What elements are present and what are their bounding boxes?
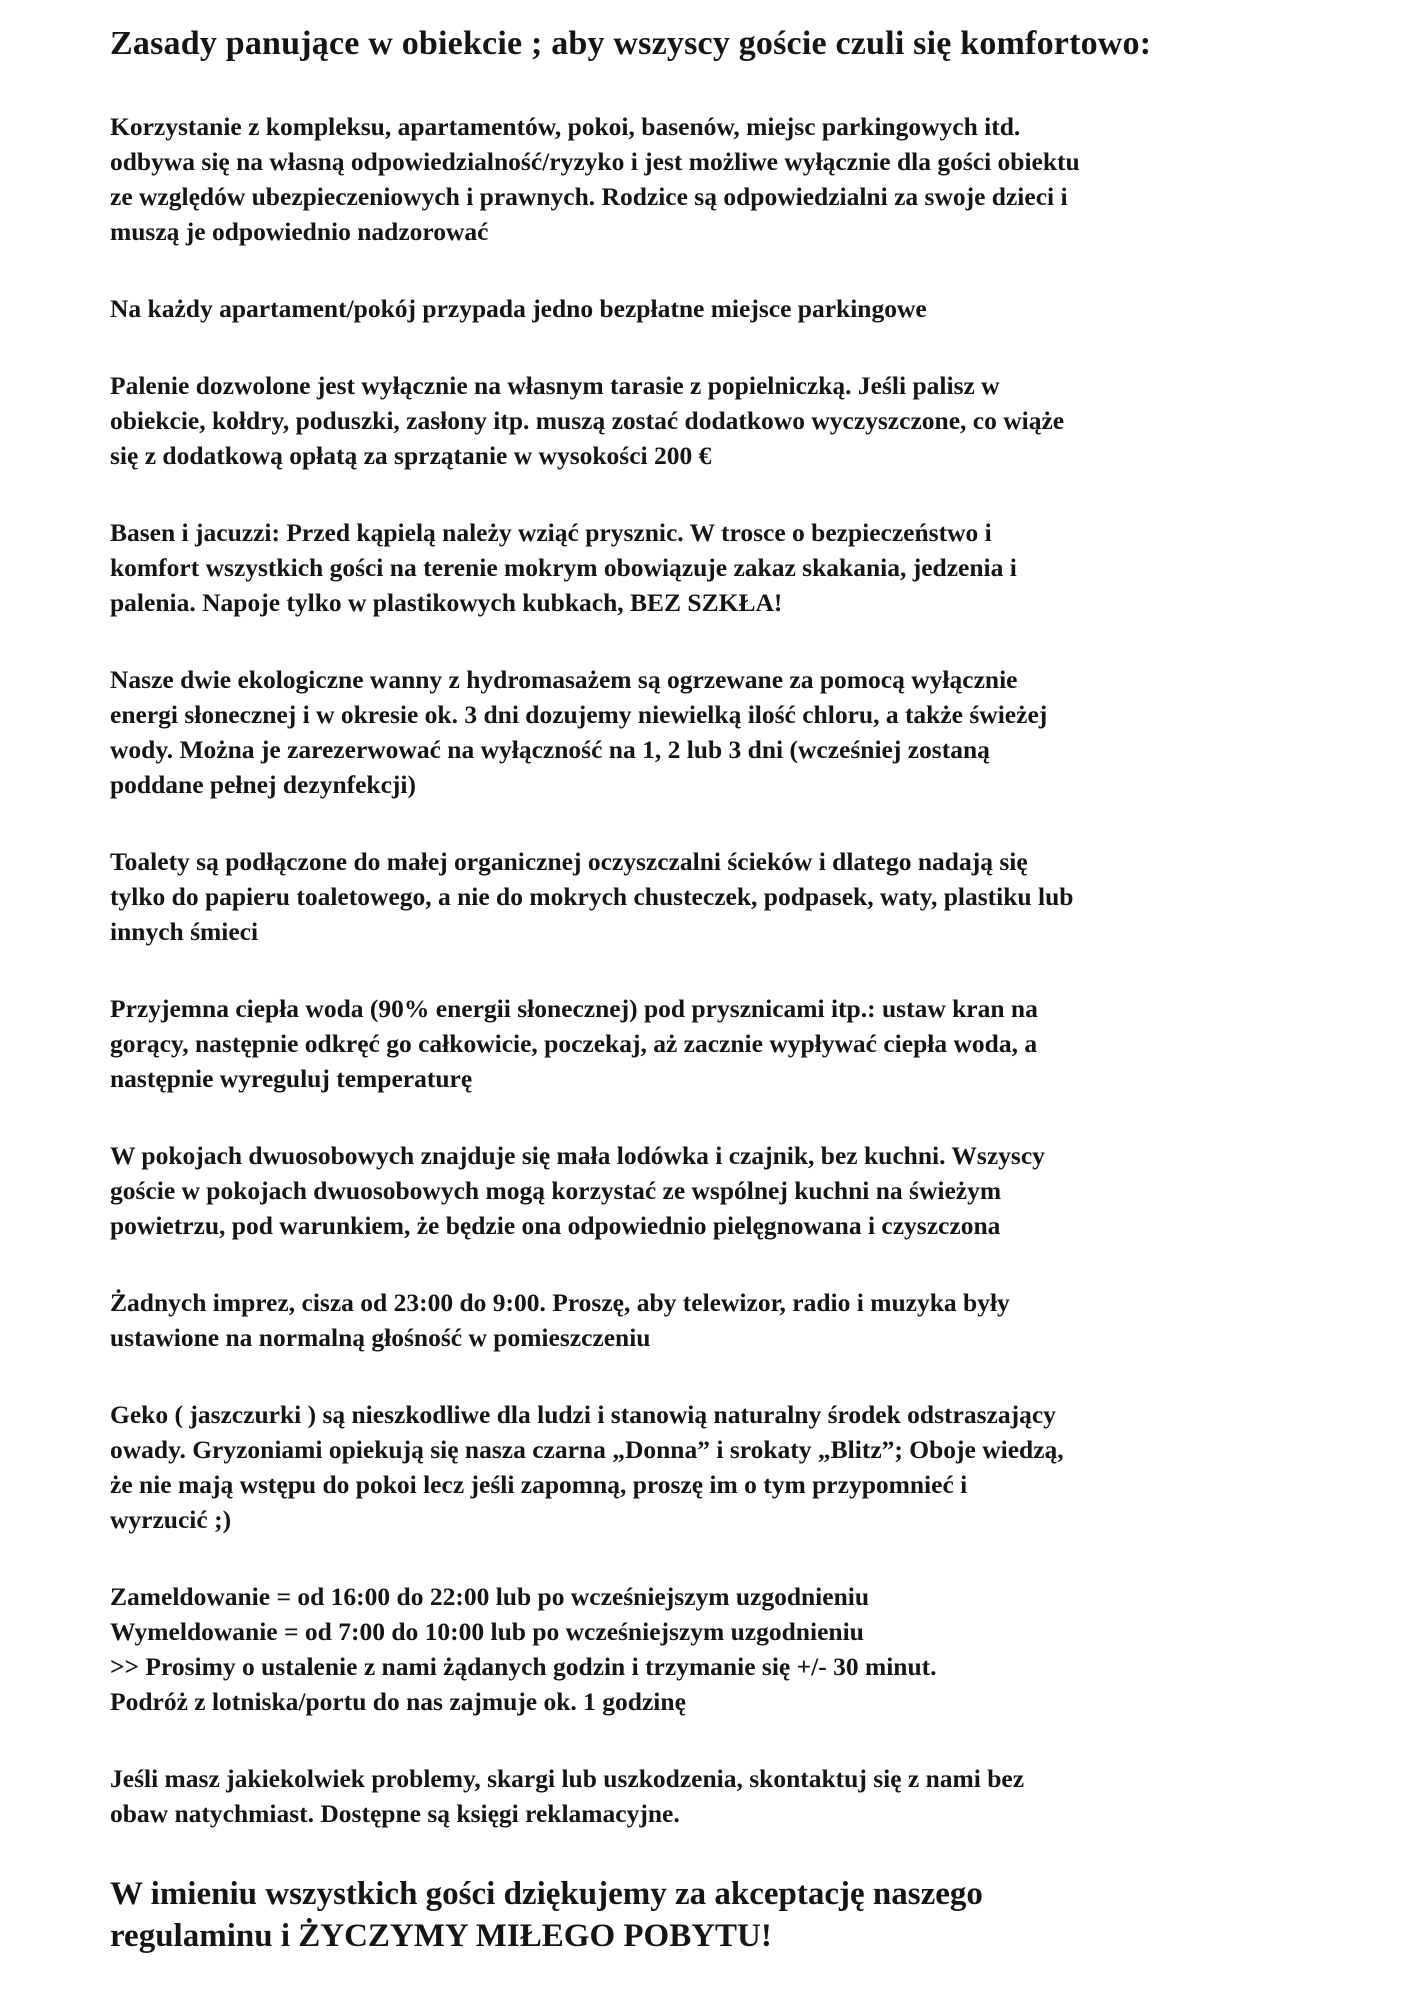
text-line: poddane pełnej dezynfekcji) xyxy=(110,770,416,799)
text-line: Toalety są podłączone do małej organicznej oczyszczalni ścieków i dlatego nadają się xyxy=(110,847,1028,876)
text-line: powietrzu, pod warunkiem, że będzie ona odpowiednio pielęgnowana i czyszczona xyxy=(110,1211,1001,1240)
closing-message xyxy=(110,1873,1322,1957)
rule-parking xyxy=(110,291,1322,326)
text-line: odbywa się na własną odpowiedzialność/ryzyko i jest możliwe wyłącznie dla gości obiektu xyxy=(110,147,1080,176)
text-line: W pokojach dwuosobowych znajduje się mała lodówka i czajnik, bez kuchni. Wszyscy xyxy=(110,1141,1045,1170)
text-line: Korzystanie z kompleksu, apartamentów, pokoi, basenów, miejsc parkingowych itd. xyxy=(110,112,1021,141)
text-line: następnie wyreguluj temperaturę xyxy=(110,1064,473,1093)
text-line: palenia. Napoje tylko w plastikowych kubkach, BEZ SZKŁA! xyxy=(110,588,783,617)
text-line: tylko do papieru toaletowego, a nie do mokrych chusteczek, podpasek, waty, plastiku lub xyxy=(110,882,1074,911)
text-line: Podróż z lotniska/portu do nas zajmuje ok. 1 godzinę xyxy=(110,1687,686,1716)
rule-double-rooms xyxy=(110,1138,1322,1243)
text-line: Przyjemna ciepła woda (90% energii słonecznej) pod prysznicami itp.: ustaw kran na xyxy=(110,994,1038,1023)
text-line: Na każdy apartament/pokój przypada jedno bezpłatne miejsce parkingowe xyxy=(110,294,927,323)
text-line: Zameldowanie = od 16:00 do 22:00 lub po wcześniejszym uzgodnieniu xyxy=(110,1582,870,1611)
rule-hot-water xyxy=(110,991,1322,1096)
rule-hot-tubs xyxy=(110,662,1322,802)
text-line: że nie mają wstępu do pokoi lecz jeśli zapomną, proszę im o tym przypomnieć i xyxy=(110,1470,968,1499)
text-line: się z dodatkową opłatą za sprzątanie w wysokości 200 € xyxy=(110,441,712,470)
text-line: Żadnych imprez, cisza od 23:00 do 9:00. Proszę, aby telewizor, radio i muzyka były xyxy=(110,1288,1010,1317)
rule-liability xyxy=(110,109,1322,249)
text-line: Geko ( jaszczurki ) są nieszkodliwe dla ludzi i stanowią naturalny środek odstraszający xyxy=(110,1400,1056,1429)
text-line: >> Prosimy o ustalenie z nami żądanych godzin i trzymanie się +/- 30 minut. xyxy=(110,1652,937,1681)
text-line: obaw natychmiast. Dostępne są księgi reklamacyjne. xyxy=(110,1799,680,1828)
text-line: wody. Można je zarezerwować na wyłączność na 1, 2 lub 3 dni (wcześniej zostaną xyxy=(110,735,990,764)
closing-line: regulaminu i ŻYCZYMY MIŁEGO POBYTU! xyxy=(110,1918,772,1954)
rule-quiet-hours xyxy=(110,1285,1322,1355)
rule-complaints xyxy=(110,1761,1322,1831)
text-line: Nasze dwie ekologiczne wanny z hydromasażem są ogrzewane za pomocą wyłącznie xyxy=(110,665,1018,694)
rule-pool xyxy=(110,515,1322,620)
text-line: ze względów ubezpieczeniowych i prawnych. Rodzice są odpowiedzialni za swoje dzieci i xyxy=(110,182,1068,211)
rule-check-in-out xyxy=(110,1579,1322,1719)
text-line: obiekcie, kołdry, poduszki, zasłony itp. muszą zostać dodatkowo wyczyszczone, co wiąże xyxy=(110,406,1065,435)
closing-line: W imieniu wszystkich gości dziękujemy za akceptację naszego xyxy=(110,1876,983,1912)
text-line: energi słonecznej i w okresie ok. 3 dni dozujemy niewielką ilość chloru, a także świeżej xyxy=(110,700,1048,729)
document-title: Zasady panujące w obiekcie ; aby wszyscy goście czuli się komfortowo: xyxy=(110,25,1152,62)
text-line: innych śmieci xyxy=(110,917,259,946)
rule-animals xyxy=(110,1397,1322,1537)
rule-toilets xyxy=(110,844,1322,949)
text-line: Palenie dozwolone jest wyłącznie na własnym tarasie z popielniczką. Jeśli palisz w xyxy=(110,371,1000,400)
text-line: komfort wszystkich gości na terenie mokrym obowiązuje zakaz skakania, jedzenia i xyxy=(110,553,1017,582)
text-line: gorący, następnie odkręć go całkowicie, poczekaj, aż zacznie wypływać ciepła woda, a xyxy=(110,1029,1038,1058)
text-line: owady. Gryzoniami opiekują się nasza czarna „Donna” i srokaty „Blitz”; Oboje wiedzą, xyxy=(110,1435,1064,1464)
text-line: muszą je odpowiednio nadzorować xyxy=(110,217,489,246)
text-line: Wymeldowanie = od 7:00 do 10:00 lub po wcześniejszym uzgodnieniu xyxy=(110,1617,864,1646)
text-line: Jeśli masz jakiekolwiek problemy, skargi lub uszkodzenia, skontaktuj się z nami bez xyxy=(110,1764,1025,1793)
rule-smoking xyxy=(110,368,1322,473)
text-line: goście w pokojach dwuosobowych mogą korzystać ze wspólnej kuchni na świeżym xyxy=(110,1176,1002,1205)
text-line: ustawione na normalną głośność w pomieszczeniu xyxy=(110,1323,651,1352)
text-line: wyrzucić ;) xyxy=(110,1505,232,1534)
text-line: Basen i jacuzzi: Przed kąpielą należy wziąć prysznic. W trosce o bezpieczeństwo i xyxy=(110,518,992,547)
